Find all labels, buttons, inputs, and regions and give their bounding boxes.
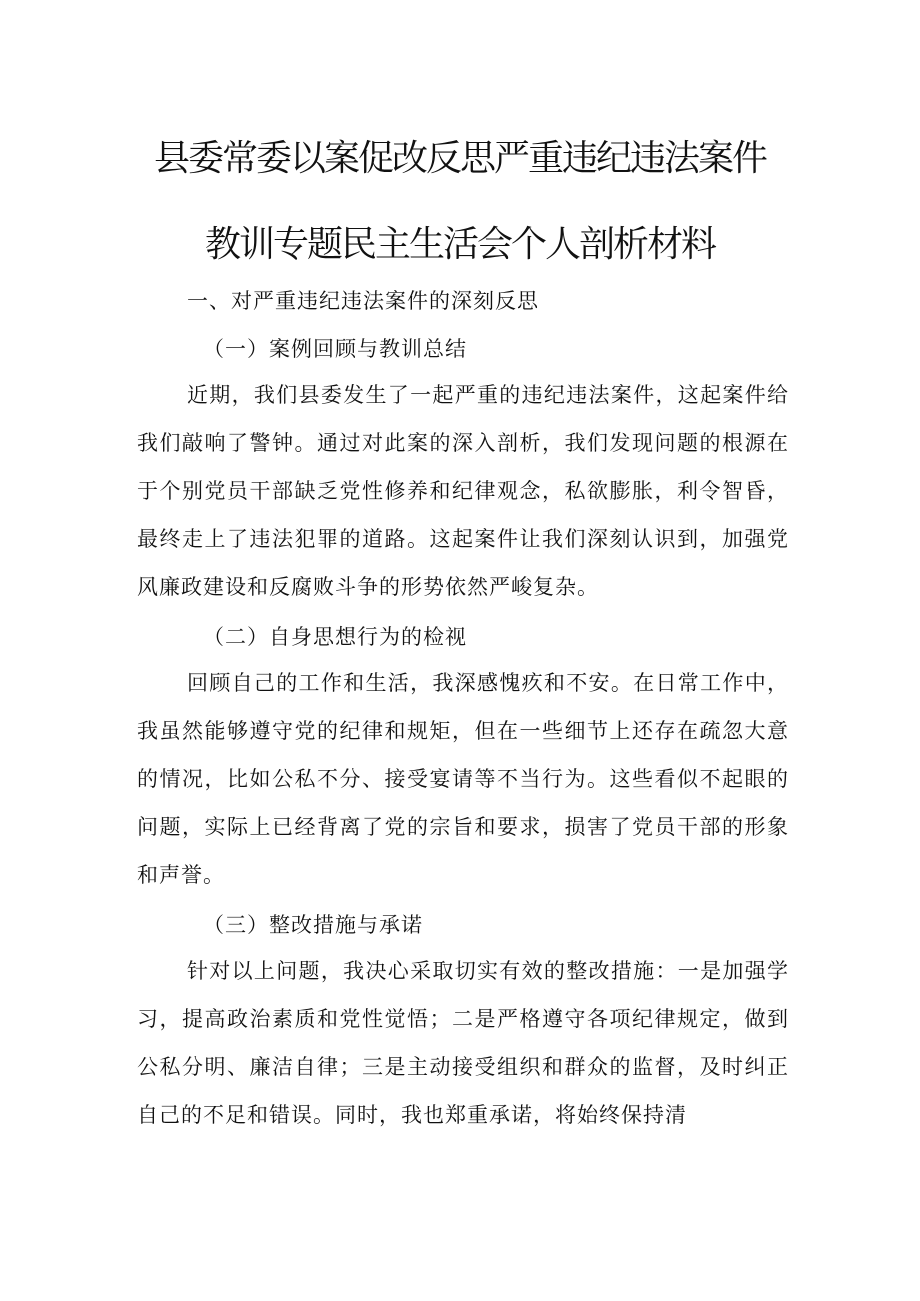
title-line-1: 县委常委以案促改反思严重违纪违法案件: [153, 138, 766, 179]
paragraph-3: 针对以上问题，我决心采取切实有效的整改措施：一是加强学习，提高政治素质和党性觉悟；二是严格遵守各项纪律规定，做到公私分明、廉洁自律；三是主动接受组织和群众的监督，及时纠正自己的不足和错误。同时，我也郑重承诺，将始终保持清: [137, 959, 789, 1127]
subsection-heading-3: （三）整改措施与承诺: [203, 913, 423, 937]
section-heading: 一、对严重违纪违法案件的深刻反思: [187, 289, 539, 313]
subsection-heading-2: （二）自身思想行为的检视: [203, 625, 467, 649]
paragraph-1: 近期，我们县委发生了一起严重的违纪违法案件，这起案件给我们敲响了警钟。通过对此案的深入剖析，我们发现问题的根源在于个别党员干部缺乏党性修养和纪律观念，私欲膨胀，利令智昏，最终走上了违法犯罪的道路。这起案件让我们深刻认识到，加强党风廉政建设和反腐败斗争的形势依然严峻复杂。: [137, 383, 789, 599]
subsection-heading-1: （一）案例回顾与教训总结: [203, 337, 467, 361]
paragraph-2: 回顾自己的工作和生活，我深感愧疚和不安。在日常工作中，我虽然能够遵守党的纪律和规矩，但在一些细节上还存在疏忽大意的情况，比如公私不分、接受宴请等不当行为。这些看似不起眼的问题，实际上已经背离了党的宗旨和要求，损害了党员干部的形象和声誉。: [137, 671, 789, 887]
title-line-2: 教训专题民主生活会个人剖析材料: [204, 224, 715, 265]
